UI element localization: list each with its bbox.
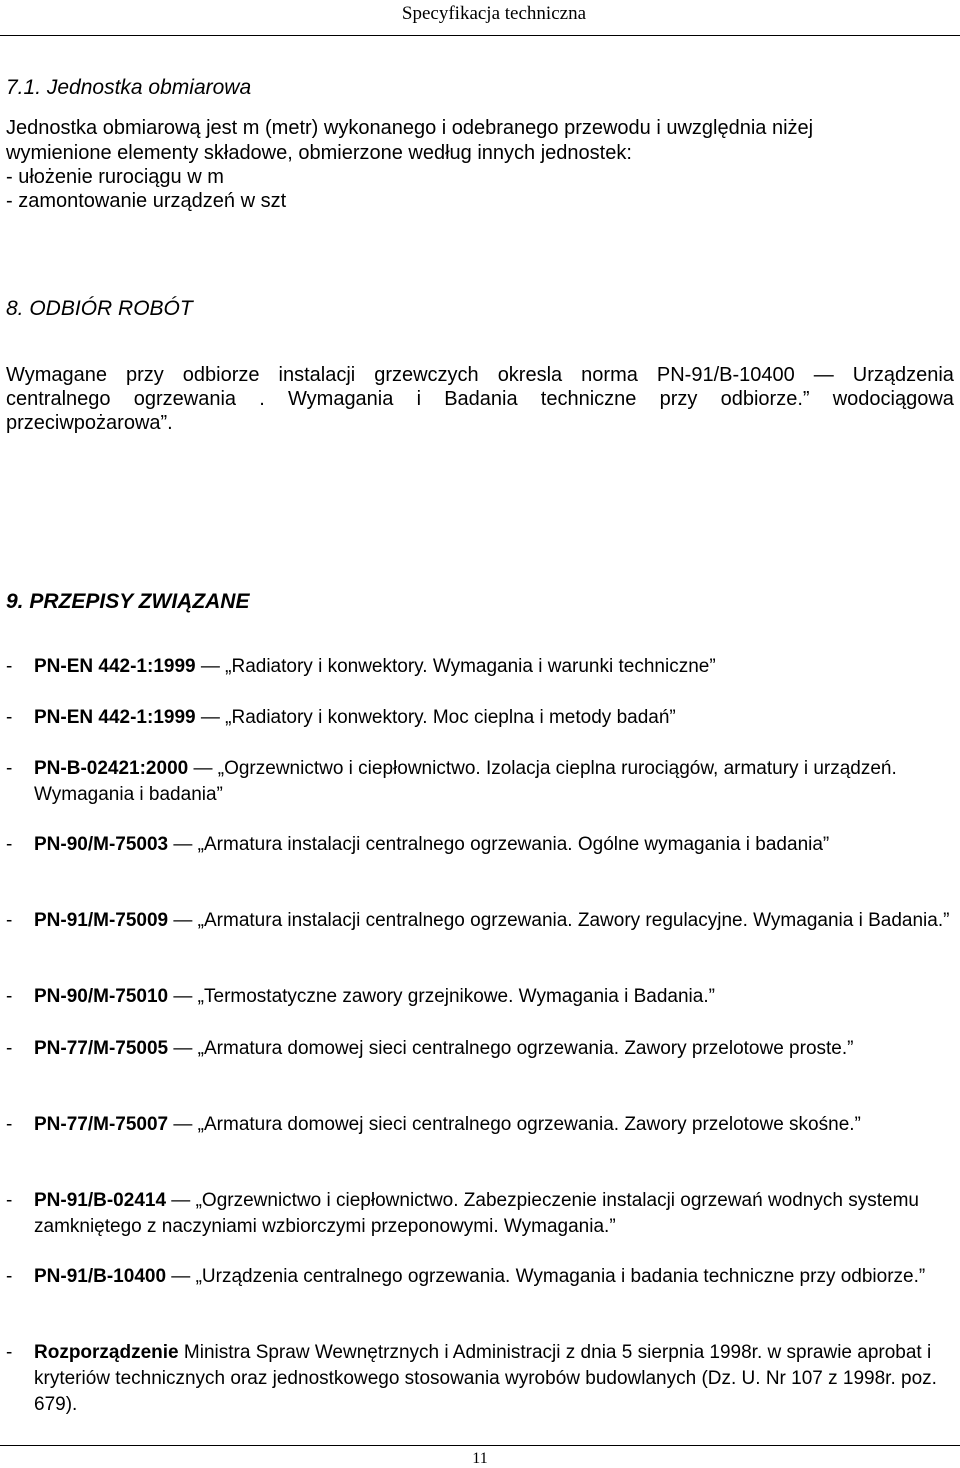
word: odbiorze [182,364,260,386]
section-7-1-heading: 7.1. Jednostka obmiarowa [6,76,252,99]
word: Wymagane [6,364,107,386]
word: okresla [497,364,563,386]
reference-item: - PN-77/M-75005 — „Armatura domowej sieci centralnego ogrzewania. Zawory przelotowe proste.” [6,1038,854,1059]
word: norma [581,364,638,386]
standard-title: — „Ogrzewnictwo i ciepłownictwo. Izolacja cieplna rurociągów, armatury i urządzeń. Wymagania i badania” [34,758,897,805]
section-7-1-line-4: - zamontowanie urządzeń w szt [6,190,287,212]
reference-item: - PN-91/M-75009 — „Armatura instalacji centralnego ogrzewania. Zawory regulacyjne. Wymagania i Badania.” [6,910,950,931]
reference-item: - PN-91/B-02414 — „Ogrzewnictwo i ciepłownictwo. Zabezpieczenie instalacji ogrzewań wodnych systemu zamkniętego z naczyniami wzbiorczymi przeponowymi. Wymagania.” [6,1190,919,1237]
word: techniczne [540,388,637,410]
page-number: 11 [472,1450,488,1467]
section-7-1-line-2: wymienione elementy składowe, obmierzone według innych jednostek: [6,142,632,164]
word: grzewczych [374,364,479,386]
section-8-line-3: przeciwpożarowa”. [6,412,173,434]
standard-code: PN-EN 442-1:1999 [34,656,196,677]
regulation-text: Ministra Spraw Wewnętrznych i Administracji z dnia 5 sierpnia 1998r. w sprawie aprobat i kryteriów technicznych oraz jednostkowego stosowania wyrobów budowlanych (Dz. U. Nr 107 z 1998r. poz. 679). [34,1342,937,1415]
standard-code: PN-77/M-75007 [34,1114,169,1135]
regulation-title: Rozporządzenie [34,1342,179,1363]
standard-code: PN-77/M-75005 [34,1038,169,1059]
standard-title: — „Radiatory i konwektory. Wymagania i warunki techniczne” [195,656,716,677]
word: i [416,388,422,410]
standard-code: PN-91/B-02414 [34,1190,167,1211]
standard-code: PN-90/M-75010 [34,986,169,1007]
standard-title: — „Ogrzewnictwo i ciepłownictwo. Zabezpieczenie instalacji ogrzewań wodnych systemu zamkniętego z naczyniami wzbiorczymi przeponowymi. Wymagania.” [34,1190,919,1237]
reference-item: - PN-B-02421:2000 — „Ogrzewnictwo i ciepłownictwo. Izolacja cieplna rurociągów, armatury i urządzeń. Wymagania i badania” [6,758,897,805]
standard-title: — „Radiatory i konwektory. Moc cieplna i metody badań” [195,707,676,728]
word: wodociągowa [832,388,954,410]
reference-item: - PN-EN 442-1:1999 — „Radiatory i konwektory. Wymagania i warunki techniczne” [6,656,716,677]
header-rule [0,35,960,36]
section-8-line-2 [6,387,954,411]
standard-code: PN-91/B-10400 [34,1266,167,1287]
standard-code: PN-B-02421:2000 [34,758,189,779]
word: — [813,364,834,386]
reference-item: - PN-91/B-10400 — „Urządzenia centralnego ogrzewania. Wymagania i badania techniczne przy odbiorze.” [6,1266,926,1287]
standard-title: — „Armatura domowej sieci centralnego ogrzewania. Zawory przelotowe skośne.” [168,1114,861,1135]
word: Wymagania [287,388,394,410]
word: Urządzenia [852,364,954,386]
standard-code: PN-91/M-75009 [34,910,169,931]
footer-rule [0,1445,960,1446]
standard-title: — „Armatura instalacji centralnego ogrzewania. Ogólne wymagania i badania” [168,834,830,855]
reference-item: - PN-77/M-75007 — „Armatura domowej sieci centralnego ogrzewania. Zawory przelotowe skośne.” [6,1114,861,1135]
word: przy [659,388,698,410]
section-8-line-1 [6,363,954,387]
reference-item: - PN-EN 442-1:1999 — „Radiatory i konwektory. Moc cieplna i metody badań” [6,707,676,728]
section-7-1-line-3: - ułożenie rurociągu w m [6,166,224,188]
standard-title: — „Armatura domowej sieci centralnego ogrzewania. Zawory przelotowe proste.” [168,1038,854,1059]
section-9-heading: 9. PRZEPISY ZWIĄZANE [6,590,250,613]
running-header: Specyfikacja techniczna [401,3,586,24]
word: Badania [444,388,518,410]
reference-item: - PN-90/M-75010 — „Termostatyczne zawory grzejnikowe. Wymagania i Badania.” [6,986,715,1007]
word: odbiorze.” [720,388,810,410]
standard-title: — „Urządzenia centralnego ogrzewania. Wymagania i badania techniczne przy odbiorze.” [166,1266,926,1287]
word: centralnego [6,388,111,410]
reference-item: - PN-90/M-75003 — „Armatura instalacji centralnego ogrzewania. Ogólne wymagania i badania” [6,834,830,855]
word: PN-91/B-10400 [656,364,795,386]
word: . [259,388,265,410]
word: przy [125,364,164,386]
standard-title: — „Armatura instalacji centralnego ogrzewania. Zawory regulacyjne. Wymagania i Badania.” [168,910,950,931]
word: instalacji [278,364,356,386]
standard-title: — „Termostatyczne zawory grzejnikowe. Wymagania i Badania.” [168,986,715,1007]
section-7-1-line-1: Jednostka obmiarową jest m (metr) wykonanego i odebranego przewodu i uwzględnia niżej [6,117,814,139]
reference-item: - Rozporządzenie Ministra Spraw Wewnętrznych i Administracji z dnia 5 sierpnia 1998r. w sprawie aprobat i kryteriów technicznych oraz jednostkowego stosowania wyrobów budowlanych (Dz. U. Nr 107 z 1998r. poz. 679). [6,1342,937,1415]
section-8-heading: 8. ODBIÓR ROBÓT [6,297,193,320]
word: ogrzewania [133,388,237,410]
section-8-paragraph [6,363,954,435]
standard-code: PN-90/M-75003 [34,834,169,855]
standard-code: PN-EN 442-1:1999 [34,707,196,728]
